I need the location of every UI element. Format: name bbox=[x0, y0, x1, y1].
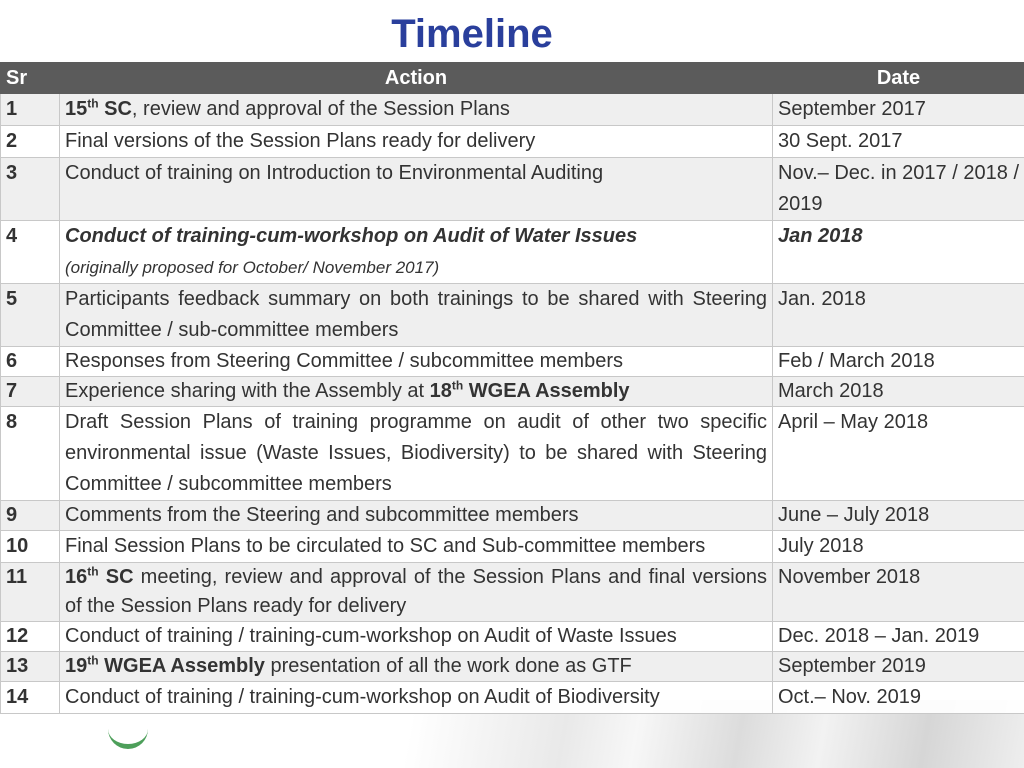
row-sr: 4 bbox=[1, 221, 60, 284]
table-row bbox=[1, 622, 1024, 652]
row-sr: 7 bbox=[1, 377, 60, 407]
row-action: Conduct of training on Introduction to Environmental Auditing bbox=[60, 158, 773, 221]
row-action: 19th WGEA Assembly presentation of all the work done as GTF bbox=[60, 652, 773, 682]
row-date: Feb / March 2018 bbox=[773, 347, 1024, 377]
row-action: Participants feedback summary on both trainings to be shared with Steering Committee / sub-committee members bbox=[60, 284, 773, 347]
row-date: Jan 2018 bbox=[773, 221, 1024, 284]
row-action: 15th SC, review and approval of the Session Plans bbox=[60, 94, 773, 126]
row-sr: 13 bbox=[1, 652, 60, 682]
row-sr: 14 bbox=[1, 682, 60, 714]
table-header-row bbox=[1, 63, 1024, 94]
row-date: 30 Sept. 2017 bbox=[773, 126, 1024, 158]
page-title: Timeline bbox=[391, 12, 553, 56]
row-sr: 9 bbox=[1, 501, 60, 531]
row-date: July 2018 bbox=[773, 531, 1024, 563]
header-sr: Sr bbox=[1, 63, 60, 94]
table-row bbox=[1, 682, 1024, 714]
row-sr: 5 bbox=[1, 284, 60, 347]
row-action: Final Session Plans to be circulated to SC and Sub-committee members bbox=[60, 531, 773, 563]
row-date: September 2017 bbox=[773, 94, 1024, 126]
row-date: Dec. 2018 – Jan. 2019 bbox=[773, 622, 1024, 652]
row-action: Draft Session Plans of training programme on audit of other two specific environmental issue (Waste Issues, Biodiversity) to be shared with Steering Committee / subcommittee members bbox=[60, 407, 773, 501]
timeline-table bbox=[0, 62, 1024, 714]
row-action: 16th SC meeting, review and approval of the Session Plans and final versions of the Session Plans ready for delivery bbox=[60, 563, 773, 622]
table-row bbox=[1, 377, 1024, 407]
row-action: Conduct of training / training-cum-workshop on Audit of Waste Issues bbox=[60, 622, 773, 652]
row-sr: 1 bbox=[1, 94, 60, 126]
row-sr: 2 bbox=[1, 126, 60, 158]
table-row bbox=[1, 531, 1024, 563]
table-row bbox=[1, 158, 1024, 221]
row-action: Conduct of training-cum-workshop on Audit of Water Issues (originally proposed for October/ November 2017) bbox=[60, 221, 773, 284]
row-sr: 3 bbox=[1, 158, 60, 221]
row-date: March 2018 bbox=[773, 377, 1024, 407]
row-sr: 11 bbox=[1, 563, 60, 622]
row-date: Oct.– Nov. 2019 bbox=[773, 682, 1024, 714]
row-sr: 10 bbox=[1, 531, 60, 563]
table-row bbox=[1, 126, 1024, 158]
row-sr: 6 bbox=[1, 347, 60, 377]
row-action: Comments from the Steering and subcommittee members bbox=[60, 501, 773, 531]
row-date: September 2019 bbox=[773, 652, 1024, 682]
row-sr: 12 bbox=[1, 622, 60, 652]
table-row bbox=[1, 501, 1024, 531]
row-date: April – May 2018 bbox=[773, 407, 1024, 501]
row-action: Final versions of the Session Plans ready for delivery bbox=[60, 126, 773, 158]
table-row bbox=[1, 652, 1024, 682]
row-date: Jan. 2018 bbox=[773, 284, 1024, 347]
table-row bbox=[1, 284, 1024, 347]
table-row bbox=[1, 407, 1024, 501]
row-date: June – July 2018 bbox=[773, 501, 1024, 531]
row-sr: 8 bbox=[1, 407, 60, 501]
table-row bbox=[1, 347, 1024, 377]
table-row bbox=[1, 221, 1024, 284]
header-date: Date bbox=[773, 63, 1024, 94]
row-action: Conduct of training / training-cum-workshop on Audit of Biodiversity bbox=[60, 682, 773, 714]
row-date: November 2018 bbox=[773, 563, 1024, 622]
header-action: Action bbox=[60, 63, 773, 94]
table-row bbox=[1, 94, 1024, 126]
row-date: Nov.– Dec. in 2017 / 2018 / 2019 bbox=[773, 158, 1024, 221]
table-row bbox=[1, 563, 1024, 622]
row-action: Experience sharing with the Assembly at 18th WGEA Assembly bbox=[60, 377, 773, 407]
row-action: Responses from Steering Committee / subcommittee members bbox=[60, 347, 773, 377]
